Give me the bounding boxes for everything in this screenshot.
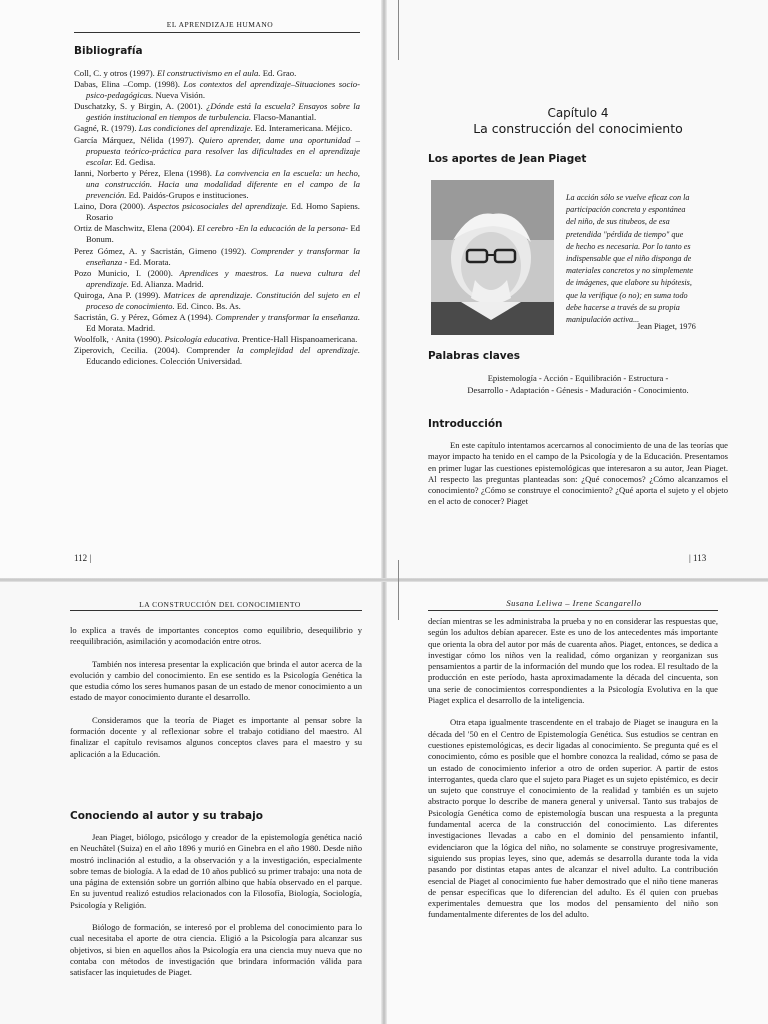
paragraph: Consideramos que la teoría de Piaget es importante al pensar sobre la formación docente y al reflexionar sobre el trabajo cotidiano del maestro. Al finalizar el capítulo revisamos algunos conceptos claves para el maestro y su aplicación a la Educación. [70,714,362,759]
reference-item: Coll, C. y otros (1997). El constructivismo en el aula. Ed. Grao. [74,68,297,78]
paragraph: decían mientras se les administraba la prueba y no en considerar las respuestas que, según los adultos debían aparecer. Este es uno de los antecedentes más importante que orienta la obra del autor por más de cuarenta años. Piaget, entonces, se dedica a investigar cómo los niños ven la realidad, cómo organizan y reorganizan sus pensamientos a partir de la información del mundo que los rodea. El resultado de la producción en este período, hasta aproximadamente la década del cincuenta, son una serie de conocimientos correspondientes a la Psicología Evolutiva en la que Piaget explica el desarrollo de la inteligencia. [428,616,718,706]
keywords [428,372,728,396]
scan-split-line [0,578,768,582]
reference-item: García Márquez, Nélida (1997). Quiero aprender, dame una oportunidad –propuesta teórico-práctica para resolver las dificultades en el aprendizaje escolar. Ed. Gedisa. [74,134,360,167]
quote-line: de imágenes, que elabore su hipótesis, [566,278,692,288]
keywords-line-2: Desarrollo - Adaptación - Génesis - Maduración - Conocimiento. [467,385,689,395]
quote-line: que la verifique (o no); en suma todo [566,290,688,300]
quote-author: Jean Piaget, 1976 [637,322,696,331]
quote-line: manipulación activa... [566,315,640,325]
intro-heading: Introducción [428,418,503,430]
header-rule [428,610,718,611]
intro-paragraph: En este capítulo intentamos acercarnos al conocimiento de una de las teorías que mayor impacto ha tenido en el campo de la Psicología y de la Educación. Presentamos en primer lugar las cuestiones epistemológicas que interesaron a su autor, Jean Piaget. Al respecto las preguntas planteadas son: ¿Qué conocemos? ¿Cómo alcanzamos el conocimiento? ¿Cómo se construye el conocimiento? ¿Qué aporta el sujeto y el objeto en el acto de conocer? Piaget [428,440,728,507]
page-bottom-left [0,580,384,1024]
quote-line: de hecho es necesaria. Por lo tanto es [566,241,691,251]
bibliography-heading: Bibliografía [74,45,143,57]
keywords-line-1: Epistemología - Acción - Equilibración - Estructura - [487,373,669,383]
reference-item: Quiroga, Ana P. (1999). Matrices de aprendizaje. Constitución del sujeto en el proceso de conocimiento. Ed. Cinco. Bs. As. [74,289,360,311]
reference-item: Woolfolk, · Anita (1990). Psicología educativa. Prentice-Hall Hispanoamericana. [74,334,358,345]
paragraph: Jean Piaget, biólogo, psicólogo y creador de la epistemología genética nació en Neuchâtel (Suiza) en el año 1896 y murió en Ginebra en el año 1980. Desde niño mostró inclinación al estudio, a la observación y a la investigación, especialmente sobre temas de biología. A la edad de 10 años publicó su primer trabajo: una nota de una página de extensión sobre un gorrión albino que había observado en el parque. En su juventud realizó estudios relacionados con la Filosofía, Biología, Sociología, Psicología y Religión. [70,832,362,910]
body-text-2 [70,832,362,990]
running-head: LA CONSTRUCCIÓN DEL CONOCIMIENTO [139,600,301,609]
paragraph: Otra etapa igualmente trascendente en el trabajo de Piaget se inaugura en la década del '50 en el Centro de Epistemología Genética. Sus estudios se centran en cuestiones epistemológicas, es decir ligadas al conocimiento. Se pregunta qué es el conocimiento, cómo es posible que el hombre conozca la realidad, cómo se pasa de un estado de conocimiento inferior a otro de orden superior. A partir de estos interrogantes, queda claro que el sujeto para Piaget es un sujeto epistémico, es decir un sujeto que construye el conocimiento de la realidad y también es un sujeto abstracto porque lo describe de manera general y universal. Tanto sus trabajos de Psicología Genética como de epistemología buscan una respuesta a la pregunta fundamental acerca de la construcción del conocimiento. Las diferentes investigaciones llevadas a cabo en el dominio del pensamiento infantil, evidenciaron que la lógica del niño, no solamente se construye progresivamente, siguiendo sus propias leyes, sino que, además se desarrolla durante toda la vida pasando por distintas etapas antes de alcanzar el nivel adulto. La contribución esencial de Piaget al conocimiento fue haber demostrado que el niño tiene maneras de pensar específicas que lo diferencian del adulto. Es él quien con pruebas experimentales demuestra que los modos del pensamiento del niño son fundamentalmente diferentes de los del adulto. [428,717,718,920]
reference-item: Laino, Dora (2000). Aspectos psicosociales del aprendizaje. Ed. Homo Sapiens. Rosario [74,201,360,223]
page-bottom-right [384,580,768,1024]
chapter-heading [428,105,728,137]
reference-item: Ortiz de Maschwitz, Elena (2004). El cerebro -En la educación de la persona- Ed Bonum. [74,223,361,245]
crop-mark [398,560,399,620]
quote-line: debe hacerse a través de su propia [566,302,680,312]
quote-line: pretendida "pérdida de tiempo" que [566,229,684,239]
header-rule [70,610,362,611]
quote-line: del niño, de sus titubeos, de esa [566,217,670,227]
quote-line: participación concreta y espontánea [566,205,686,215]
reference-item: Ianni, Norberto y Pérez, Elena (1998). La convivencia en la escuela: un hecho, una construcción. Hacia una modalidad diferente en el campo de la prevención. Ed. Paidós-Grupos e instituciones. [74,167,360,201]
paragraph: También nos interesa presentar la explicación que brinda el autor acerca de la evolución y cambio del conocimiento. En ese sentido es la Psicología Genética la que estudia cómo los seres humanos pasan de un estado de menor conocimiento a un estado de mayor conocimiento durante el desarrollo. [70,658,362,703]
running-head: EL APRENDIZAJE HUMANO [166,20,274,29]
paragraph: lo explica a través de importantes conceptos como equilibrio, desequilibrio y reequilibración, asimilación y acomodación entre otros. [70,625,362,647]
chapter-number: Capítulo 4 [547,106,609,120]
chapter-title: La construcción del conocimiento [473,121,683,136]
body-text [70,625,362,771]
reference-item: Ziperovich, Cecilia. (2004). Comprender la complejidad del aprendizaje. Educando ediciones. Colección Universidad. [74,345,360,367]
reference-item: Dabas, Elina –Comp. (1998). Los contextos del aprendizaje–Situaciones socio-psico-pedagógicas. Nueva Visión. [74,79,360,101]
reference-item: Gagné, R. (1979). Las condiciones del aprendizaje. Ed. Interamericana. Méjico. [74,123,353,134]
header-rule [74,32,360,33]
reference-item: Sacristán, G. y Pérez, Gómez A (1994). Comprender y transformar la enseñanza. Ed Morata. Madrid. [74,312,360,334]
quote-line: materiales concretos y no simplemente [566,266,694,276]
section-heading: Conociendo al autor y su trabajo [70,810,263,822]
book-gutter [381,0,387,1024]
running-head: Susana Leliwa – Irene Scangarello [506,598,642,608]
reference-item: Duschatzky, S. y Birgin, A. (2001). ¿Dónde está la escuela? Ensayos sobre la gestión institucional en tiempos de turbulencia. Flacso-Manantial. [74,101,360,123]
quote-line: La acción sólo se vuelve eficaz con la [566,193,690,202]
page-number: | 113 [689,553,707,563]
reference-item: Perez Gómez, A. y Sacristán, Gimeno (1992). Comprender y transformar la enseñanza - Ed. Morata. [74,245,360,267]
page-113 [384,0,768,580]
reference-item: Pozo Municio, I. (2000). Aprendices y maestros. La nueva cultura del aprendizaje. Ed. Alianza. Madrid. [74,267,361,289]
piaget-quote [566,192,726,326]
keywords-heading: Palabras claves [428,350,520,362]
crop-mark [398,0,399,60]
piaget-photo [431,180,554,335]
body-text [428,616,718,932]
page-number: 112 | [74,553,92,563]
quote-line: indispensable que el niño disponga de [566,254,692,264]
page-112 [0,0,384,580]
intro-text [428,440,728,519]
paragraph: Biólogo de formación, se interesó por el problema del conocimiento para lo cual necesitaba el aporte de otra ciencia. Eligió a la Psicología para alcanzar sus objetivos, si bien en aquellos años la Psicología era una ciencia muy nueva que no contaba con métodos de investigación que brindara información válida para satisfacer las inquietudes de Piaget. [70,922,362,978]
reference-list [74,68,360,368]
section-title: Los aportes de Jean Piaget [428,153,587,165]
